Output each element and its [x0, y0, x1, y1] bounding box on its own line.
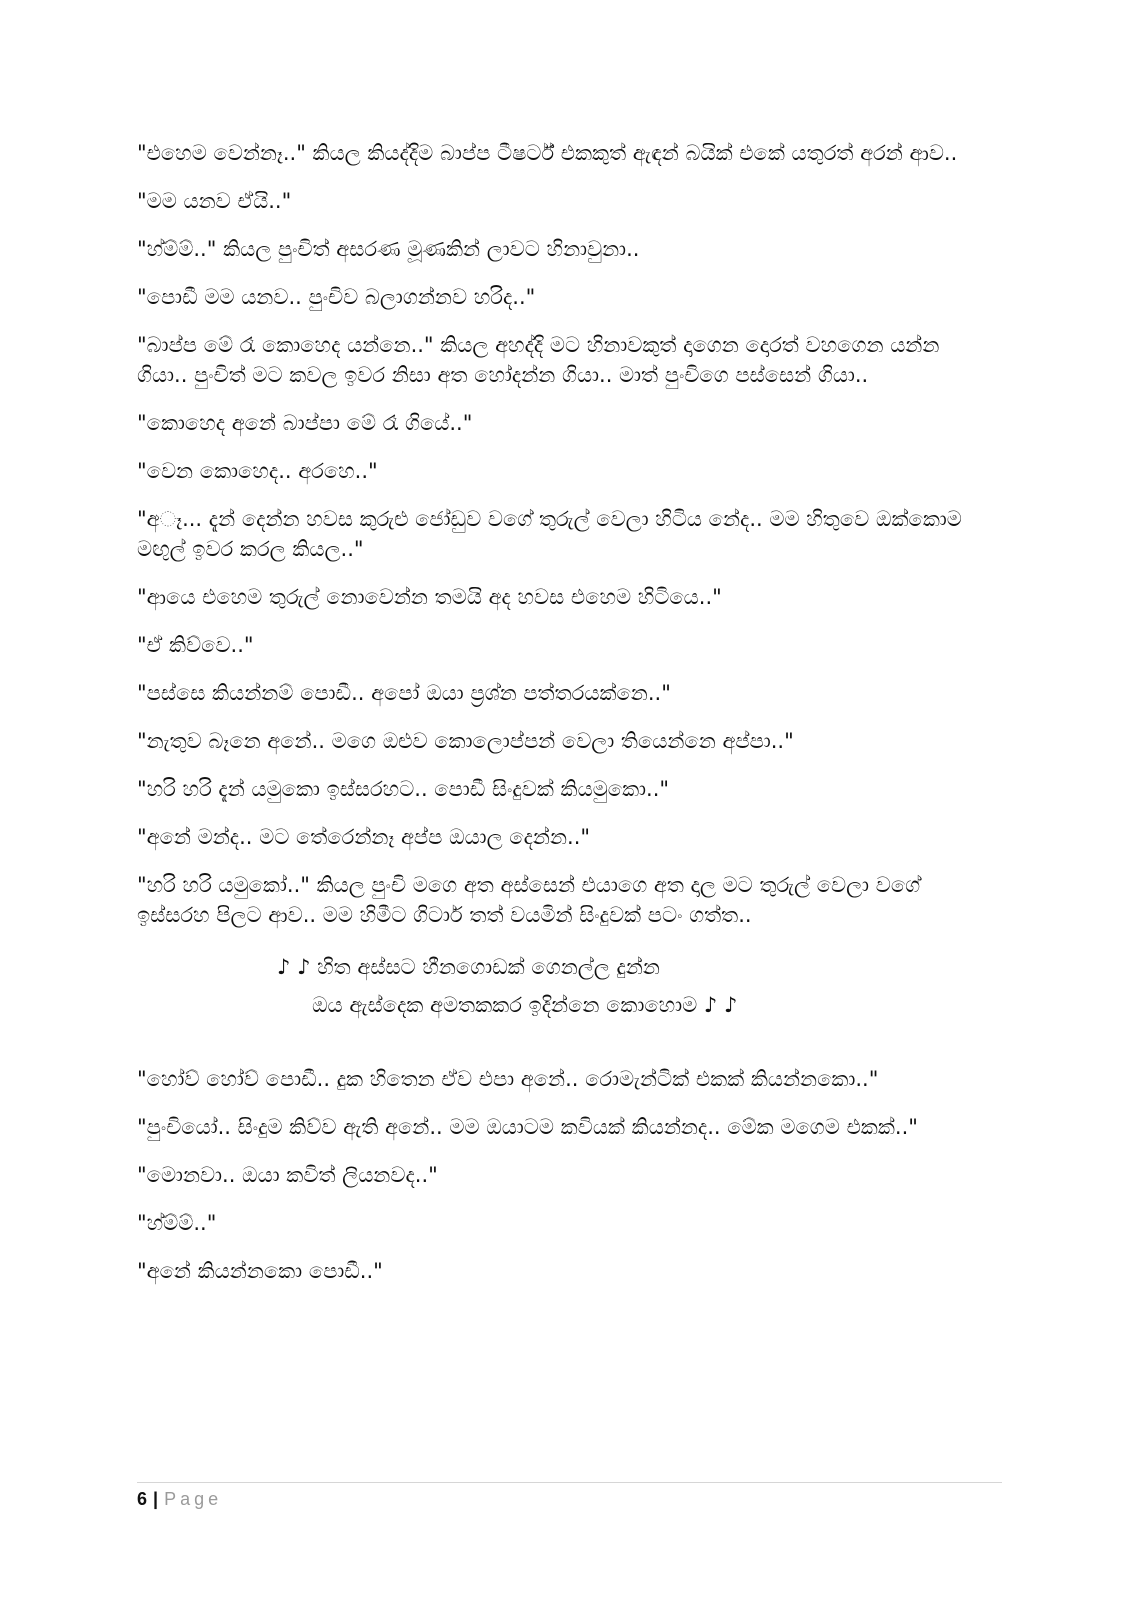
paragraph: "ඒ කිව්වෙ.."	[137, 633, 254, 657]
page-footer	[137, 1488, 222, 1510]
paragraph: "කොහෙද අනේ බාප්පා මේ රෑ ගියේ.."	[137, 411, 473, 435]
paragraph: "ආයෙ එහෙම තුරුල් නොවෙන්න තමයි අද හවස එහෙම හිටියෙ.."	[137, 585, 722, 609]
paragraph: "එහෙම වෙන්නෑ.." කියල කියද්දිම බාප්ප ටීෂර්ට් එකකුත් ඇඳන් බයික් එකේ යතුරත් අරන් ආව..	[137, 141, 958, 165]
paragraph: "වෙන කොහෙද.. අරහෙ.."	[137, 459, 378, 483]
paragraph: "අනේ මන්ද.. මට තේරෙන්නෑ අප්ප ඔයාල දෙන්න.."	[137, 825, 591, 849]
page-number: 6	[137, 1489, 148, 1509]
page-label: Page	[164, 1489, 223, 1509]
paragraph: "මම යනව ඒයි.."	[137, 189, 292, 213]
paragraph: "පස්සෙ කියන්නම් පොඩී.. අපෝ ඔයා ප්‍රශ්න පත්තරයක්නෙ.."	[137, 681, 671, 705]
paragraph: "පොඩී මම යනව.. පුංචිව බලාගන්නව හරිද.."	[137, 285, 536, 309]
paragraph: "හරි හරි යමුකෝ.." කියල පුංචි මගෙ අත අස්සෙන් එයාගෙ අත දාල මට තුරුල් වෙලා වගේ ඉස්සරහ පිලට ආව.. මම හිමීට ගිටාර් තත් වයමින් සිංදුවක් පටං ගත්ත..	[137, 873, 921, 927]
paragraph: "අනේ කියන්නකො පොඩී.."	[137, 1259, 383, 1283]
lyric-line-1: ♪ ♪ හිත අස්සට හීනගොඩක් ගෙනල්ල දුන්න	[277, 955, 660, 979]
lyric-line-2: ඔය ඇස්දෙක අමතකකර ඉදින්නෙ කොහොම ♪ ♪	[312, 993, 738, 1017]
paragraph: "බාප්ප මේ රෑ කොහෙද යන්නෙ.." කියල අහද්දි මට හිනාවකුත් දාගෙන දොරත් වහගෙන යන්න ගියා.. පුංචිත් මට කවල ඉවර නිසා අත හෝදන්න ගියා.. මාත් පුංචිගෙ පස්සෙන් ගියා..	[137, 333, 940, 387]
song-lyrics	[137, 948, 982, 1024]
paragraph: "අෑ... දැන් දෙන්න හවස කුරුළු ජෝඩුව වගේ තුරුල් වෙලා හිටිය නේද.. මම හිතුවෙ ඔක්කොම මඟුල් ඉවර කරල කියල.."	[137, 507, 962, 561]
paragraph: "හරි හරි දැන් යමුකො ඉස්සරහට.. පොඩී සිංදුවක් කියමුකො.."	[137, 777, 670, 801]
paragraph: "පුංචියෝ.. සිංදුම කිව්ව ඇති අනේ.. මම ඔයාටම කවියක් කියන්නද.. මේක මගෙම එකක්.."	[137, 1115, 918, 1139]
paragraph: "නැතුව බෑනෙ අනේ.. මගෙ ඔළුව කොලොප්පන් වෙලා තියෙන්නෙ අප්පා.."	[137, 729, 794, 753]
paragraph: "හෝව් හෝව් පොඩී.. දුක හිතෙන ඒව එපා අනේ.. රොමැන්ටික් එකක් කියන්නකො.."	[137, 1067, 879, 1091]
paragraph: "හ්ම්ම්.."	[137, 1211, 217, 1235]
paragraph: "මොනවා.. ඔයා කවිත් ලියනවද.."	[137, 1163, 438, 1187]
page-body	[137, 138, 982, 1304]
paragraph: "හ්ම්ම්.." කියල පුංචිත් අසරණ මූණකින් ලාවට හිනාවුනා..	[137, 237, 640, 261]
footer-divider	[137, 1482, 1002, 1483]
footer-separator: |	[153, 1489, 159, 1509]
